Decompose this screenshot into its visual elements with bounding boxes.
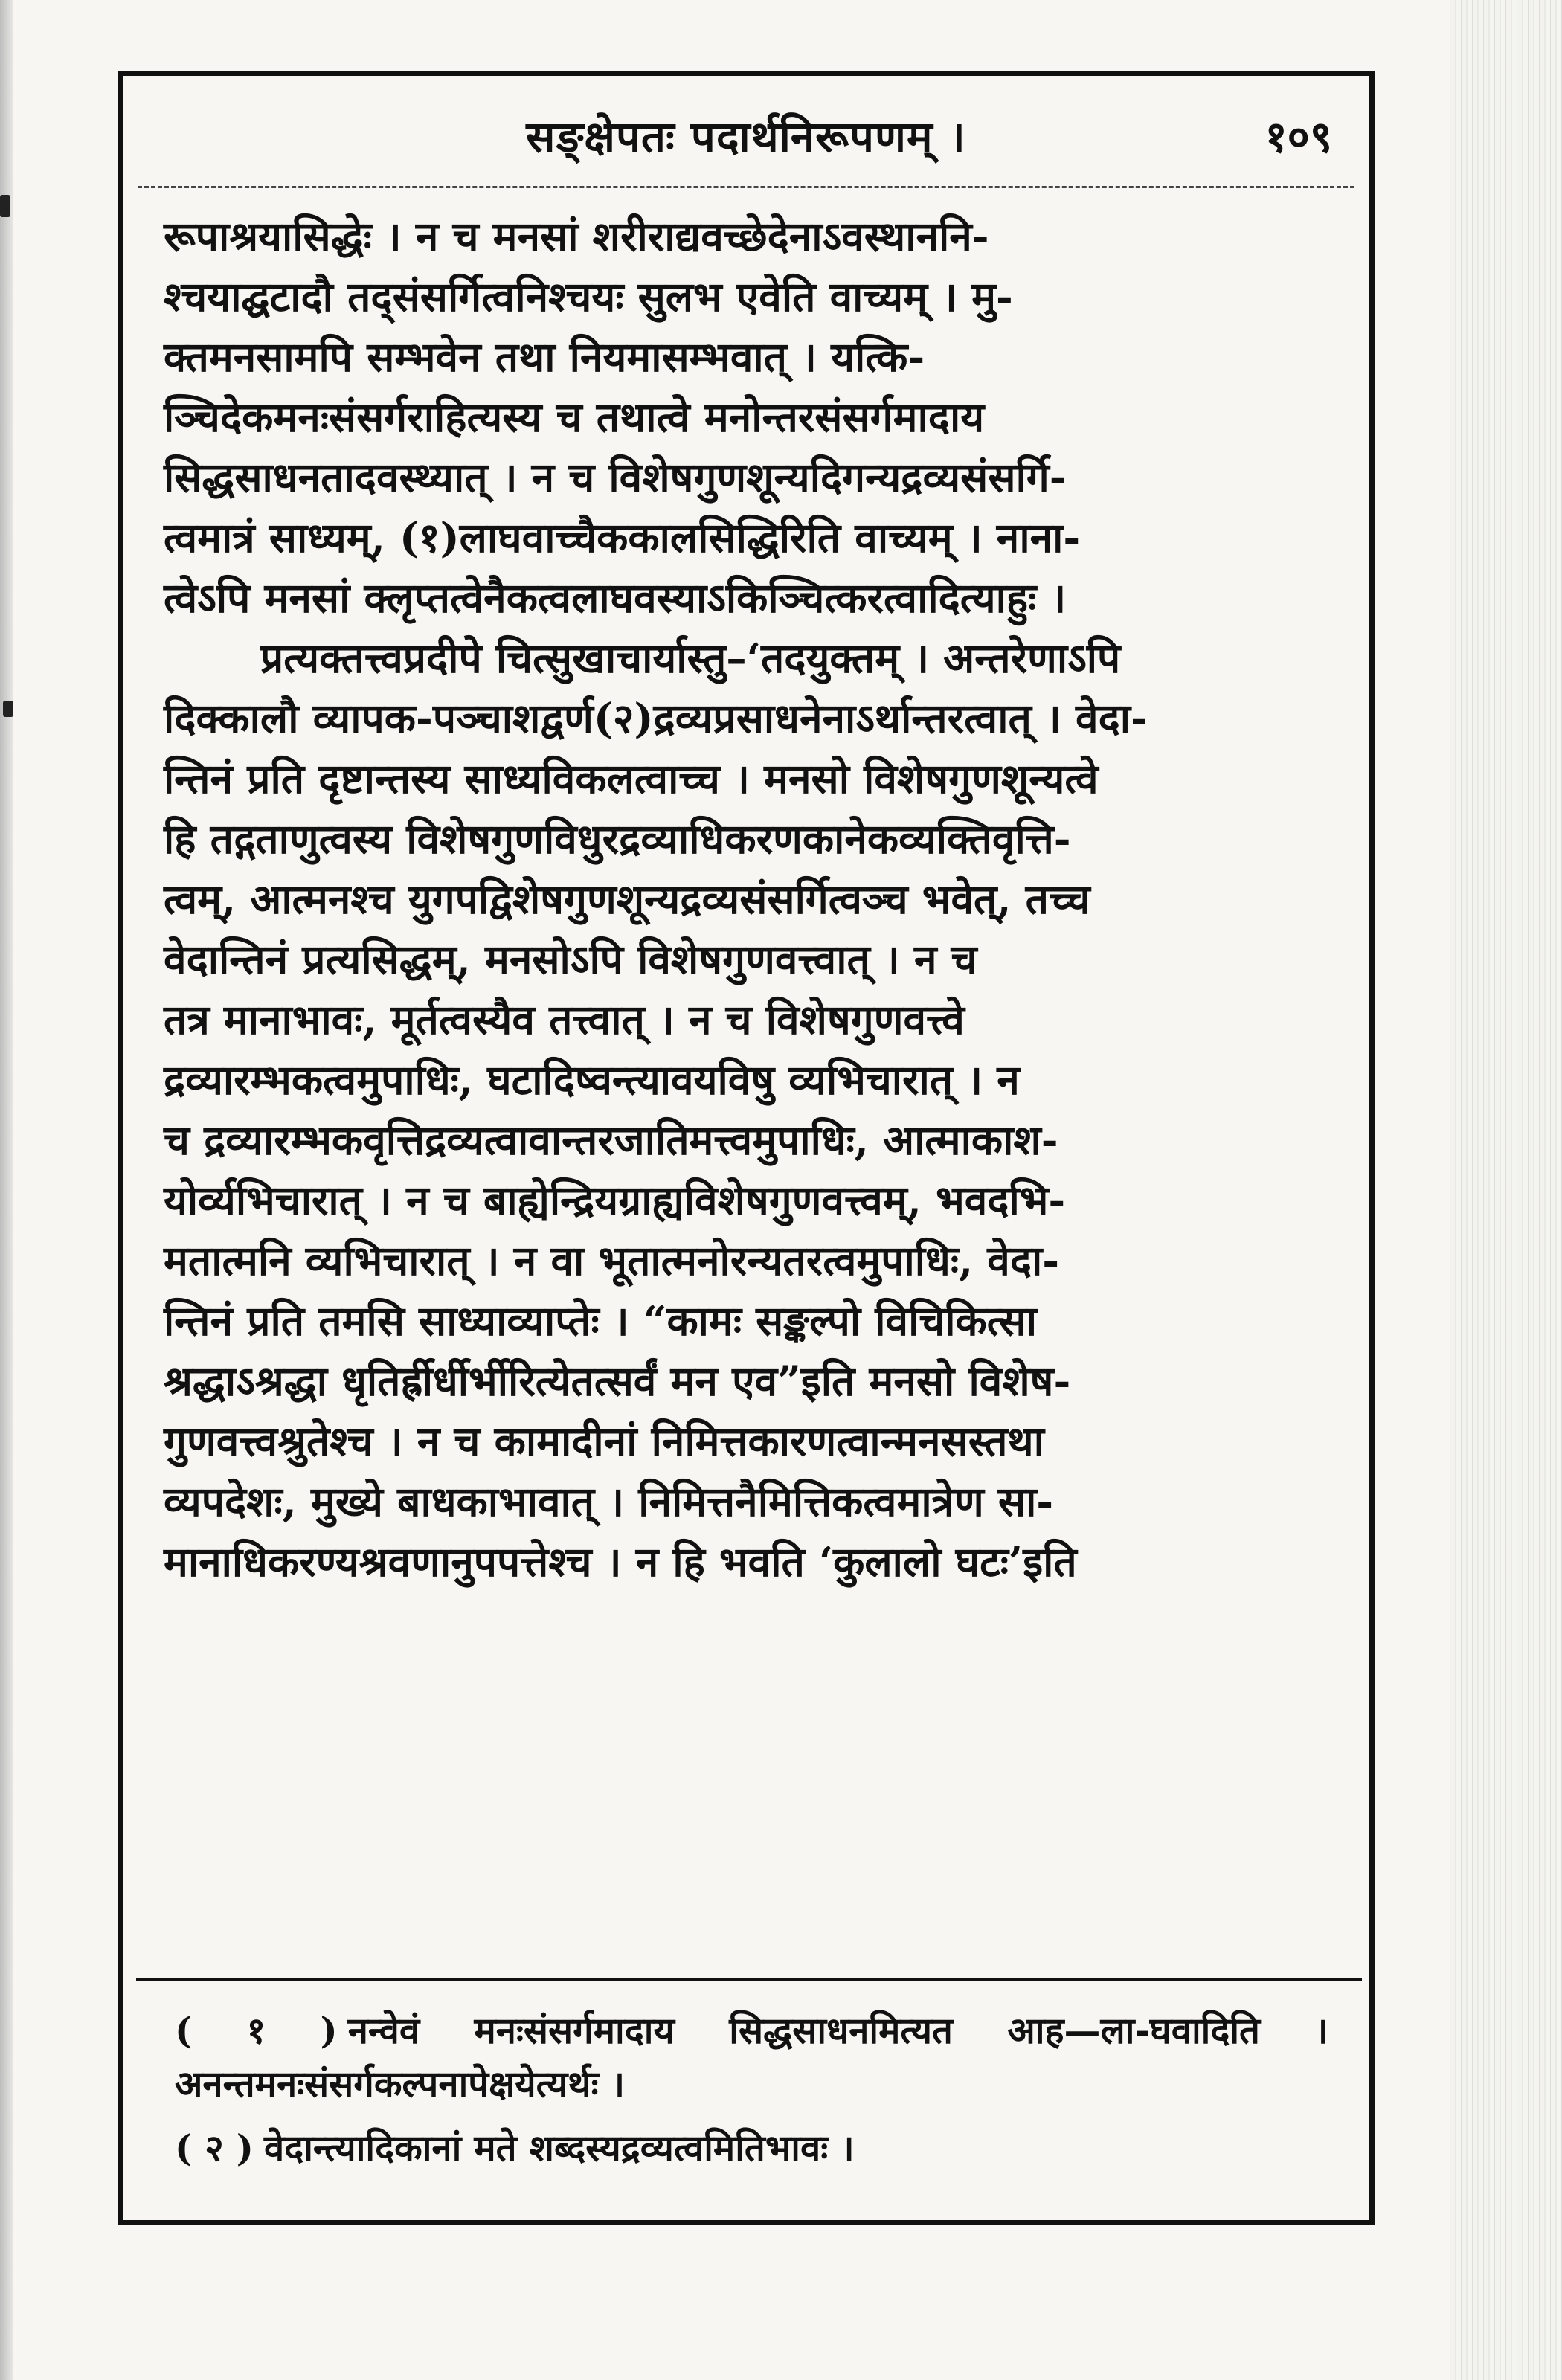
text-line: द्रव्यारम्भकत्वमुपाधिः, घटादिष्वन्त्यावयविषु व्यभिचारात् । न [164, 1055, 1020, 1104]
header-rule [138, 186, 1354, 188]
text-line: तत्र मानाभावः, मूर्तत्वस्यैव तत्त्वात् । न च विशेषगुणवत्त्वे [164, 995, 965, 1043]
text-line: मतात्मनि व्यभिचारात् । न वा भूतात्मनोरन्यतरत्वमुपाधिः, वेदा- [164, 1236, 1060, 1284]
text-line: रूपाश्रयासिद्धेः । न च मनसां शरीराद्यवच्छेदेनाऽवस्थाननि- [164, 212, 989, 260]
page-number: १०९ [1264, 112, 1332, 162]
paragraph-2 [164, 628, 1336, 1592]
footnote-text: नन्वेवं मनःसंसर्गमादाय सिद्धसाधनमित्यत आह—ला-घवादिति । अनन्तमनःसंसर्गकल्पनापेक्षयेत्यर्थः । [175, 2009, 1328, 2106]
text-line: श्रद्धाऽश्रद्धा धृतिर्ह्रीर्धीर्भीरित्येतत्सर्वं मन एव”इति मनसो विशेष- [164, 1357, 1071, 1405]
margin-mark [0, 195, 10, 217]
body-text [164, 206, 1336, 1592]
text-line: हि तद्गताणुत्वस्य विशेषगुणविधुरद्रव्याधिकरणकानेकव्यक्तिवृत्ति- [164, 814, 1071, 863]
text-line: ञ्चिदेकमनःसंसर्गराहित्यस्य च तथात्वे मनोन्तरसंसर्गमादाय [164, 393, 985, 441]
running-head [123, 106, 1369, 173]
text-line: योर्व्यभिचारात् । न च बाह्येन्द्रियग्राह्यविशेषगुणवत्त्वम्, भवदभि- [164, 1176, 1066, 1224]
running-title: सङ्क्षेपतः पदार्थनिरूपणम् । [526, 112, 966, 162]
footnote-rule [136, 1978, 1362, 1981]
text-line: प्रत्यक्तत्त्वप्रदीपे चित्सुखाचार्यास्तु–‘तदयुक्तम् । अन्तरेणाऽपि [260, 634, 1121, 682]
text-line: दिक्कालौ व्यापक-पञ्चाशद्वर्ण(२)द्रव्यप्रसाधनेनाऽर्थान्तरत्वात् । वेदा- [164, 694, 1148, 742]
footnote-marker: ( १ ) [175, 2009, 338, 2052]
footnote-2 [175, 2121, 1328, 2175]
footnote-text: वेदान्त्यादिकानां मते शब्दस्यद्रव्यत्वमितिभावः । [263, 2126, 855, 2170]
text-line: त्वम्, आत्मनश्च युगपद्विशेषगुणशून्यद्रव्यसंसर्गित्वञ्च भवेत्, तच्च [164, 875, 1090, 923]
page-frame [118, 71, 1375, 2225]
text-line: त्वमात्रं साध्यम्, (१)लाघवाच्चैककालसिद्धिरिति वाच्यम् । नाना- [164, 513, 1081, 562]
text-line: च द्रव्यारम्भकवृत्तिद्रव्यत्वावान्तरजातिमत्त्वमुपाधिः, आत्माकाश- [164, 1116, 1058, 1164]
text-line: क्तमनसामपि सम्भवेन तथा नियमासम्भवात् । यत्कि- [164, 332, 925, 381]
text-line: मानाधिकरण्यश्रवणानुपपत्तेश्च । न हि भवति ‘कुलालो घटः’इति [164, 1537, 1077, 1586]
footnote-1 [175, 2004, 1328, 2111]
paragraph-1 [164, 206, 1336, 628]
text-line: गुणवत्त्वश्रुतेश्च । न च कामादीनां निमित्तकारणत्वान्मनसस्तथा [164, 1417, 1044, 1465]
scan-edge-left [0, 0, 13, 2380]
text-line: न्तिनं प्रति तमसि साध्याव्याप्तेः । “कामः सङ्कल्पो विचिकित्सा [164, 1296, 1037, 1345]
text-line: श्चयाद्घटादौ तद्संसर्गित्वनिश्चयः सुलभ एवेति वाच्यम् । मु- [164, 272, 1013, 321]
scan-edge-right [1450, 0, 1562, 2380]
text-line: न्तिनं प्रति दृष्टान्तस्य साध्यविकलत्वाच्च । मनसो विशेषगुणशून्यत्वे [164, 754, 1099, 803]
text-line: सिद्धसाधनतादवस्थ्यात् । न च विशेषगुणशून्यदिगन्यद्रव्यसंसर्गि- [164, 453, 1067, 501]
text-line: वेदान्तिनं प्रत्यसिद्धम्, मनसोऽपि विशेषगुणवत्त्वात् । न च [164, 935, 977, 983]
footnotes [175, 2004, 1328, 2175]
footnote-marker: ( २ ) [175, 2126, 254, 2170]
margin-mark [3, 701, 13, 717]
text-line: व्यपदेशः, मुख्ये बाधकाभावात् । निमित्तनैमित्तिकत्वमात्रेण सा- [164, 1477, 1054, 1525]
text-line: त्वेऽपि मनसां क्लृप्तत्वेनैकत्वलाघवस्याऽकिञ्चित्करत्वादित्याहुः । [164, 573, 1067, 622]
